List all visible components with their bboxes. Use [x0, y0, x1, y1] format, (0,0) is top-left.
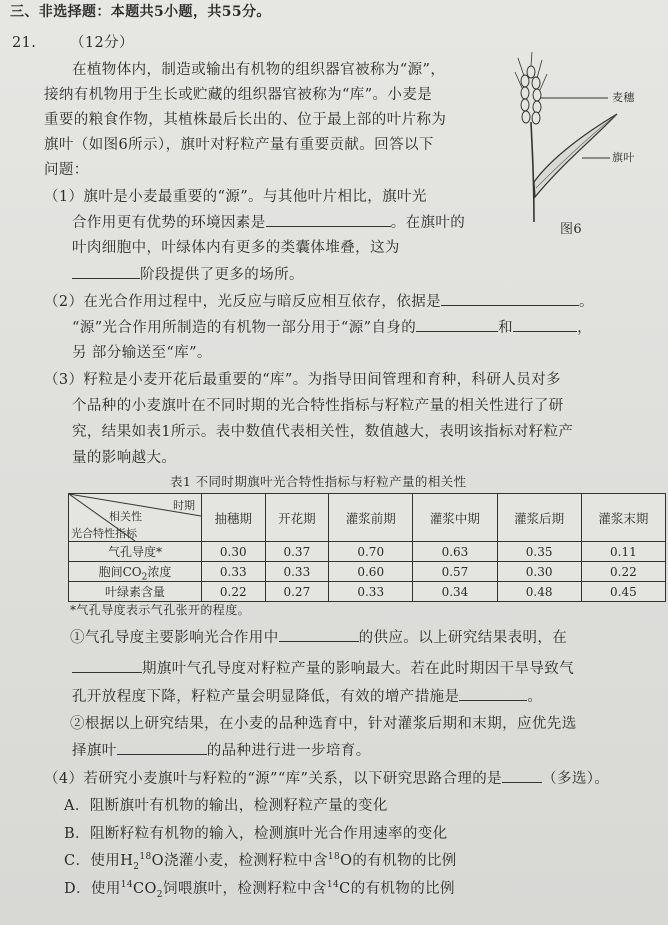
- answer-blank-supply[interactable]: [279, 627, 359, 642]
- table-diagonal-header: [69, 494, 202, 542]
- option-d-text-1: D．使用: [64, 881, 121, 897]
- intro-line-4: 旗叶（如图6所示），旗叶对籽粒产量有重要贡献。回答以下: [44, 137, 434, 153]
- row-label-subscript: 2: [141, 572, 148, 583]
- part3-sub-line-2-text: 期旗叶气孔导度对籽粒产量的影响最大。若在此时期因干旱导致气: [142, 661, 575, 677]
- part3-sub-line-3-tail: 。: [527, 689, 543, 705]
- answer-blank-period[interactable]: [72, 658, 142, 673]
- row-label: 气孔导度*: [69, 542, 202, 562]
- table-cell: 0.45: [581, 582, 665, 602]
- option-c-text-1: C．使用H: [64, 853, 134, 869]
- part2-line-3: 另 部分输送至“库”。: [72, 345, 212, 361]
- part3-sub-line-1: [70, 627, 567, 648]
- part3-sub-line-5: [72, 740, 371, 761]
- table-cell: 0.30: [202, 542, 266, 562]
- part2-line-2: [72, 317, 592, 338]
- row-label: [69, 562, 202, 582]
- answer-blank-leaf-trait[interactable]: [117, 740, 207, 755]
- part1-line-2-tail: 。在旗叶的: [390, 215, 466, 231]
- table-cell: 0.37: [265, 542, 329, 562]
- part1-line-4: [72, 264, 304, 285]
- part2-line-2-and: 和: [498, 320, 514, 336]
- table-cell: 0.33: [202, 562, 266, 582]
- table-row: [69, 542, 666, 562]
- column-header: 灌浆后期: [497, 494, 581, 542]
- header-correlation: 相关性: [109, 510, 142, 523]
- question-score: （12分）: [70, 35, 134, 51]
- part1-line-4-text: 阶段提供了更多的场所。: [140, 267, 304, 283]
- option-d-text-4: C的有机物的比例: [339, 881, 455, 897]
- figure-6-wheat: [512, 52, 662, 242]
- table-cell: 0.33: [265, 562, 329, 582]
- table-cell: 0.22: [202, 582, 266, 602]
- answer-blank-stage[interactable]: [72, 264, 140, 279]
- part1-line-3: 叶肉细胞中，叶绿体内有更多的类囊体堆叠，这为: [72, 240, 400, 256]
- part3-line-4: 量的影响越大。: [72, 450, 177, 466]
- figure-caption: 图6: [560, 222, 583, 237]
- table-cell: 0.63: [413, 542, 497, 562]
- answer-blank-interdependence[interactable]: [441, 291, 579, 306]
- option-d-text-3: 饲喂旗叶，检测籽粒中含: [162, 881, 327, 897]
- option-c-text-2: O浇灌小麦，检测籽粒中含: [151, 853, 328, 869]
- label-wheat-ear: 麦穗: [612, 91, 635, 104]
- row-label-text: 胞间CO: [98, 565, 142, 579]
- option-c: [64, 851, 457, 871]
- table-cell: 0.57: [413, 562, 497, 582]
- table-cell: 0.35: [497, 542, 581, 562]
- table-cell: 0.48: [497, 582, 581, 602]
- option-d-sub: 2: [156, 889, 163, 900]
- table-header-row: [69, 494, 666, 542]
- header-time: 时期: [173, 499, 195, 512]
- intro-line-1: 在植物体内，制造或输出有机物的组织器官被称为“源”，: [72, 62, 446, 78]
- part2-line-1-tail: 。: [579, 294, 594, 310]
- intro-line-2: 接纳有机物用于生长或贮藏的组织器官被称为“库”。小麦是: [44, 87, 433, 103]
- correlation-table: [68, 493, 666, 602]
- option-b: B．阻断籽粒有机物的输入，检测旗叶光合作用速率的变化: [64, 826, 448, 842]
- header-index: 光合特性指标: [71, 527, 137, 540]
- answer-blank-measure[interactable]: [459, 686, 527, 701]
- row-label: 叶绿素含量: [69, 582, 202, 602]
- part2-line-2-tail: ，: [577, 320, 592, 336]
- option-c-sub: 2: [133, 861, 140, 872]
- option-c-text-3: O的有机物的比例: [340, 853, 457, 869]
- part3-sub-line-5-text: 择旗叶: [72, 743, 117, 759]
- answer-blank-environment-factor[interactable]: [266, 212, 391, 227]
- part1-line-2: [72, 212, 465, 233]
- column-header: 开花期: [265, 494, 329, 542]
- part3-sub-line-2: [72, 658, 574, 679]
- table-cell: 0.34: [413, 582, 497, 602]
- table-cell: 0.70: [329, 542, 413, 562]
- part2-line-2-text: “源”光合作用所制造的有机物一部分用于“源”自身的: [72, 320, 417, 336]
- option-d-sup-2: 14: [326, 880, 340, 891]
- table-cell: 0.22: [581, 562, 665, 582]
- option-c-sup-2: 18: [327, 852, 341, 863]
- column-header: 灌浆末期: [581, 494, 665, 542]
- intro-line-3: 重要的粮食作物，其植株最后长出的、位于最上部的叶片称为: [44, 112, 447, 128]
- option-d-sup: 14: [120, 880, 133, 891]
- column-header: 灌浆中期: [413, 494, 497, 542]
- part3-line-2: 个品种的小麦旗叶在不同时期的光合特性指标与籽粒产量的相关性进行了研: [72, 398, 564, 414]
- answer-blank-use-2[interactable]: [513, 317, 577, 332]
- table-footnote: *气孔导度表示气孔张开的程度。: [70, 603, 251, 617]
- part3-line-3: 究，结果如表1所示。表中数值代表相关性，数值越大，表明该指标对籽粒产: [72, 424, 574, 440]
- question-number: 21.: [12, 35, 37, 51]
- label-flag-leaf: 旗叶: [612, 151, 635, 164]
- part2-line-1-text: （2）在光合作用过程中，光反应与暗反应相互依存，依据是: [44, 294, 442, 310]
- wheat-illustration: [512, 52, 662, 242]
- option-c-sup: 18: [139, 852, 152, 863]
- answer-blank-use-1[interactable]: [416, 317, 498, 332]
- part4-stem: [44, 768, 609, 789]
- part3-sub-line-1-tail: 的供应。以上研究结果表明，在: [358, 630, 568, 646]
- part2-line-1: [44, 291, 594, 312]
- table-cell: 0.33: [329, 582, 413, 602]
- section-header: 三、非选择题：本题共5小题，共55分。: [10, 4, 271, 20]
- part3-sub-line-4: ②根据以上研究结果，在小麦的品种选育中，针对灌浆后期和末期，应优先选: [70, 716, 577, 732]
- table-cell: 0.11: [581, 542, 665, 562]
- table-row: [69, 562, 666, 582]
- table-cell: 0.30: [497, 562, 581, 582]
- part3-sub-line-5-tail: 的品种进行进一步培育。: [206, 743, 371, 759]
- part3-sub-line-1-text: ①气孔导度主要影响光合作用中: [70, 630, 279, 646]
- option-d-text-2: CO: [133, 881, 157, 897]
- part1-line-1: （1）旗叶是小麦最重要的“源”。与其他叶片相比，旗叶光: [44, 189, 427, 205]
- row-label-text-tail: 浓度: [147, 565, 172, 579]
- table-caption: 表1 不同时期旗叶光合特性指标与籽粒产量的相关性: [170, 474, 467, 489]
- column-header: 抽穗期: [202, 494, 266, 542]
- table-cell: 0.27: [265, 582, 329, 602]
- answer-blank-choices[interactable]: [502, 768, 542, 783]
- part1-line-2-text: 合作用更有优势的环境因素是: [72, 215, 266, 231]
- option-d: [64, 879, 455, 899]
- table-cell: 0.60: [329, 562, 413, 582]
- part3-sub-line-3: [72, 686, 542, 707]
- column-header: 灌浆前期: [329, 494, 413, 542]
- part3-sub-line-3-text: 孔开放程度下降，籽粒产量会明显降低，有效的增产措施是: [72, 689, 460, 705]
- part3-line-1: （3）籽粒是小麦开花后最重要的“库”。为指导田间管理和育种，科研人员对多: [44, 372, 561, 388]
- option-a: A．阻断旗叶有机物的输出，检测籽粒产量的变化: [64, 798, 388, 814]
- intro-line-5: 问题：: [44, 162, 89, 178]
- part4-stem-text: （4）若研究小麦旗叶与籽粒的“源”“库”关系，以下研究思路合理的是: [44, 771, 503, 787]
- part4-stem-tail: （多选）。: [542, 771, 610, 787]
- table-row: [69, 582, 666, 602]
